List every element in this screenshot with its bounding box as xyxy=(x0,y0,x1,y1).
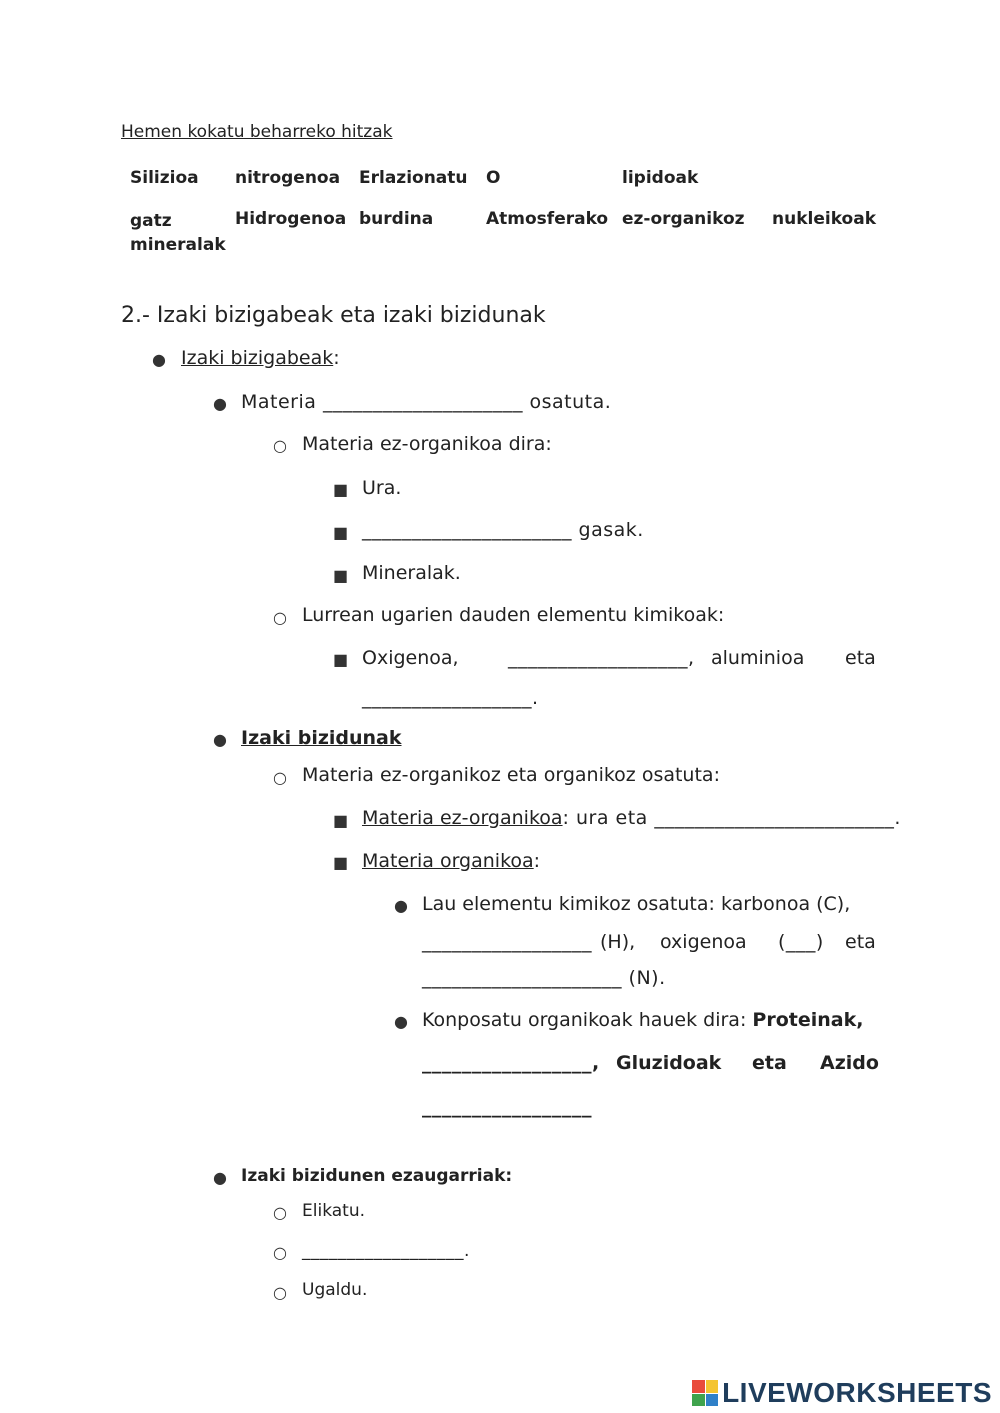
konposatu-text: Konposatu organikoak hauek dira: xyxy=(422,1009,747,1031)
ezaugarri-item: Ugaldu. xyxy=(302,1280,368,1300)
ezaugarri-item-blank[interactable]: __________________. xyxy=(302,1241,470,1261)
square-bullet-icon: ■ xyxy=(333,811,349,830)
ura-item: Ura. xyxy=(362,477,402,499)
word-bank-item[interactable]: Erlazionatu xyxy=(359,168,468,188)
eta-word: eta xyxy=(845,647,876,669)
ezaugarri-item: Elikatu. xyxy=(302,1201,365,1221)
square-bullet-icon: ■ xyxy=(333,566,349,585)
disc-bullet-icon: ● xyxy=(213,730,227,749)
disc-bullet-icon: ● xyxy=(213,1168,227,1187)
square-bullet-icon: ■ xyxy=(333,853,349,872)
elements-blank[interactable]: _________________. xyxy=(362,687,539,709)
word-bank-item[interactable]: burdina xyxy=(359,209,434,229)
eta-word-3: eta xyxy=(752,1052,787,1074)
logo-text: LIVEWORKSHEETS xyxy=(722,1377,992,1408)
bizigabeak-label: Izaki bizigabeak xyxy=(181,347,334,369)
organikoa-colon: : xyxy=(533,850,541,872)
circle-bullet-icon: ○ xyxy=(273,608,287,627)
ezaugarriak-label: Izaki bizidunen ezaugarriak: xyxy=(241,1166,513,1186)
bizidunak-label: Izaki bizidunak xyxy=(241,727,402,749)
hidrogeno-blank[interactable]: _________________ xyxy=(422,931,592,953)
word-bank-item[interactable]: lipidoak xyxy=(622,168,699,188)
word-bank-item[interactable]: Silizioa xyxy=(130,168,199,188)
word-bank-item[interactable]: O xyxy=(486,168,501,188)
disc-bullet-icon: ● xyxy=(152,350,166,369)
circle-bullet-icon: ○ xyxy=(273,1283,287,1302)
lau-line-1: Lau elementu kimikoz osatuta: karbonoa (C), xyxy=(422,893,851,915)
circle-bullet-icon: ○ xyxy=(273,1203,287,1222)
o-symbol-blank[interactable]: (___) xyxy=(778,931,824,953)
square-bullet-icon: ■ xyxy=(333,650,349,669)
nitrogeno-blank[interactable]: ____________________ (N). xyxy=(422,967,666,989)
disc-bullet-icon: ● xyxy=(394,896,408,915)
organikoa-item xyxy=(362,850,540,872)
azido-word: Azido xyxy=(820,1052,879,1074)
ez-organikoa-line: Materia ez-organikoa dira: xyxy=(302,433,552,455)
square-bullet-icon: ■ xyxy=(333,480,349,499)
lipidoak-blank[interactable]: _________________, xyxy=(422,1052,600,1074)
materia-line[interactable]: Materia ____________________ osatuta. xyxy=(241,391,612,413)
mineralak-item: Mineralak. xyxy=(362,562,461,584)
gasak-item[interactable]: _____________________ gasak. xyxy=(362,519,644,541)
ez-organikoa-blank[interactable]: : ura eta ________________________. xyxy=(562,807,901,829)
lurrean-line: Lurrean ugarien dauden elementu kimikoak: xyxy=(302,604,725,626)
ez-organikoa-item xyxy=(362,807,901,829)
gluzidoak-word: Gluzidoak xyxy=(616,1052,722,1074)
bizigabeak-heading xyxy=(181,347,340,369)
word-bank-item[interactable]: nitrogenoa xyxy=(235,168,341,188)
proteinak-word: Proteinak, xyxy=(752,1009,864,1031)
oxigenoa-word-2: oxigenoa xyxy=(660,931,747,953)
konposatu-line-1 xyxy=(422,1009,863,1031)
aluminioa-word: aluminioa xyxy=(711,647,805,669)
ez-organikoa-label: Materia ez-organikoa xyxy=(362,807,563,829)
circle-bullet-icon: ○ xyxy=(273,436,287,455)
organikoa-label: Materia organikoa xyxy=(362,850,534,872)
disc-bullet-icon: ● xyxy=(213,394,227,413)
word-bank-item[interactable]: ez-organikoz xyxy=(622,209,745,229)
word-bank-item[interactable]: nukleikoak xyxy=(772,209,877,229)
word-bank-item[interactable]: gatz mineralak xyxy=(130,211,226,255)
liveworksheets-logo xyxy=(692,1376,992,1410)
word-bank-item[interactable]: Hidrogenoa xyxy=(235,209,347,229)
circle-bullet-icon: ○ xyxy=(273,768,287,787)
disc-bullet-icon: ● xyxy=(394,1012,408,1031)
word-bank-item[interactable]: Atmosferako xyxy=(486,209,609,229)
bizigabeak-colon: : xyxy=(333,347,340,369)
word-bank-title: Hemen kokatu beharreko hitzak xyxy=(121,122,393,142)
h-symbol: (H), xyxy=(600,931,636,953)
square-bullet-icon: ■ xyxy=(333,523,349,542)
eta-word-2: eta xyxy=(845,931,876,953)
logo-mark-icon xyxy=(692,1380,718,1406)
oxigenoa-word: Oxigenoa, xyxy=(362,647,459,669)
materia-osatuta-line: Materia ez-organikoz eta organikoz osatuta: xyxy=(302,764,720,786)
oxigenoa-blank[interactable]: __________________, xyxy=(508,647,695,669)
circle-bullet-icon: ○ xyxy=(273,1243,287,1262)
section-title: 2.- Izaki bizigabeak eta izaki bizidunak xyxy=(121,303,546,328)
nukleikoak-blank[interactable]: _________________ xyxy=(422,1096,592,1118)
